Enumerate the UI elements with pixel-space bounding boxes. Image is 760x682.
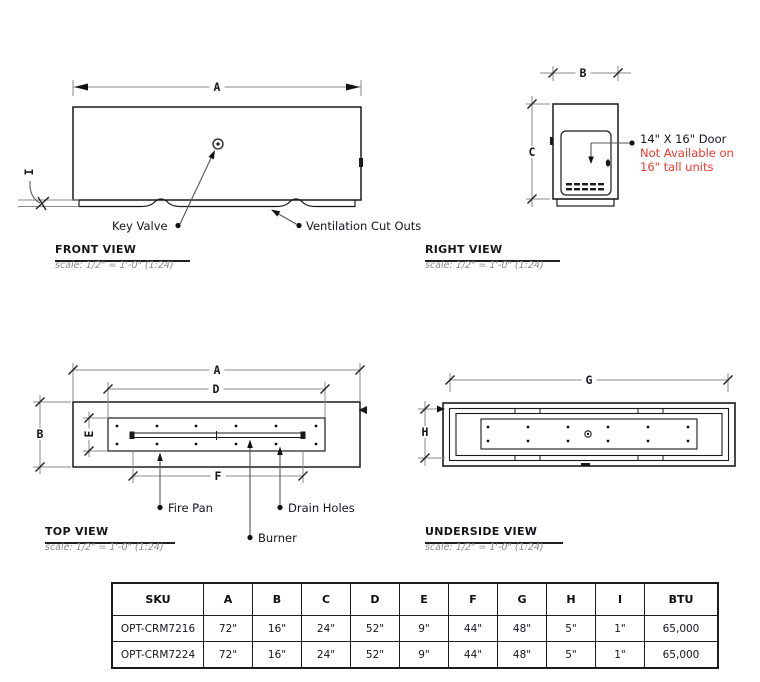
- table-header-a: A: [204, 583, 253, 616]
- dim-label-d-top: D: [209, 383, 224, 395]
- door-note: [640, 132, 734, 174]
- dim-label-c-right: C: [525, 146, 540, 158]
- table-header-b: B: [253, 583, 302, 616]
- front-view-drawing: [73, 107, 363, 207]
- table-cell: 44": [449, 642, 498, 669]
- table-header-f: F: [449, 583, 498, 616]
- table-header-g: G: [498, 583, 547, 616]
- table-cell: 48": [498, 642, 547, 669]
- table-cell: 52": [351, 642, 400, 669]
- right-view-dimensions: [526, 66, 631, 207]
- right-view-title: RIGHT VIEW: [425, 243, 503, 256]
- underside-view-scale: scale: 1/2" = 1'-0" (1:24): [425, 542, 544, 553]
- right-view-drawing: [550, 104, 618, 206]
- table-cell: 72": [204, 642, 253, 669]
- door-vent-slats: [566, 183, 604, 190]
- front-view-title-block: [55, 238, 190, 262]
- table-cell: 65,000: [645, 616, 719, 642]
- table-cell: 16": [253, 616, 302, 642]
- table-cell: 65,000: [645, 642, 719, 669]
- table-cell: OPT-CRM7216: [112, 616, 204, 642]
- underside-view-title-block: [425, 520, 563, 544]
- door-note-line2: Not Available on: [640, 146, 734, 160]
- table-cell: 48": [498, 616, 547, 642]
- table-cell: 5": [547, 642, 596, 669]
- ventilation-cutouts-label: Ventilation Cut Outs: [306, 219, 422, 233]
- front-view-scale: scale: 1/2" = 1'-0" (1:24): [55, 260, 174, 271]
- dim-label-h-underside: H: [418, 426, 433, 438]
- table-header-h: H: [547, 583, 596, 616]
- table-header-btu: BTU: [645, 583, 719, 616]
- key-valve-label: Key Valve: [112, 219, 168, 233]
- dimension-table: [111, 582, 719, 669]
- table-cell: 1": [596, 642, 645, 669]
- underside-view-drawing: [443, 403, 735, 467]
- top-view-scale: scale: 1/2" = 1'-0" (1:24): [45, 542, 164, 553]
- table-cell: 9": [400, 616, 449, 642]
- dim-label-b-top: B: [33, 428, 48, 440]
- drain-holes-label: Drain Holes: [288, 501, 355, 515]
- table-cell: 52": [351, 616, 400, 642]
- table-cell: 5": [547, 616, 596, 642]
- table-cell: 1": [596, 616, 645, 642]
- right-view-scale: scale: 1/2" = 1'-0" (1:24): [425, 260, 544, 271]
- table-cell: 44": [449, 616, 498, 642]
- key-valve-icon: [213, 139, 223, 149]
- table-header-e: E: [400, 583, 449, 616]
- top-view-dimensions: [33, 363, 365, 483]
- dim-label-a-front: A: [210, 81, 225, 93]
- fire-pan-label: Fire Pan: [168, 501, 213, 515]
- gas-inlet-tab: [359, 158, 363, 167]
- door-note-line1: 14" X 16" Door: [640, 132, 727, 146]
- top-view-title: TOP VIEW: [45, 525, 109, 538]
- dim-label-a-top: A: [210, 364, 225, 376]
- top-view-drawing: [73, 402, 367, 467]
- door-note-line3: 16" tall units: [640, 160, 714, 174]
- table-row: [112, 642, 718, 669]
- table-header-d: D: [351, 583, 400, 616]
- front-view-leaders: [175, 150, 301, 228]
- top-view-title-block: [45, 520, 175, 544]
- dim-label-g-underside: G: [582, 374, 597, 386]
- table-cell: 9": [400, 642, 449, 669]
- burner-label: Burner: [258, 531, 297, 545]
- burner-shape: [130, 431, 306, 440]
- front-view-dimensions: [18, 80, 361, 210]
- dim-label-b-right: B: [576, 67, 591, 79]
- table-cell: 24": [302, 616, 351, 642]
- table-cell: OPT-CRM7224: [112, 642, 204, 669]
- dim-label-e-top: E: [82, 430, 96, 438]
- right-view-title-block: [425, 238, 560, 262]
- door-latch: [606, 159, 610, 166]
- dim-label-i-front: I: [22, 168, 36, 176]
- table-cell: 72": [204, 616, 253, 642]
- table-header-i: I: [596, 583, 645, 616]
- dim-label-f-top: F: [211, 470, 226, 482]
- table-cell: 24": [302, 642, 351, 669]
- underside-view-title: UNDERSIDE VIEW: [425, 525, 538, 538]
- table-cell: 16": [253, 642, 302, 669]
- table-header-row: [112, 583, 718, 616]
- table-row: [112, 616, 718, 642]
- front-view-title: FRONT VIEW: [55, 243, 137, 256]
- table-header-c: C: [302, 583, 351, 616]
- top-view-leaders: [157, 440, 283, 541]
- table-header-sku: SKU: [112, 583, 204, 616]
